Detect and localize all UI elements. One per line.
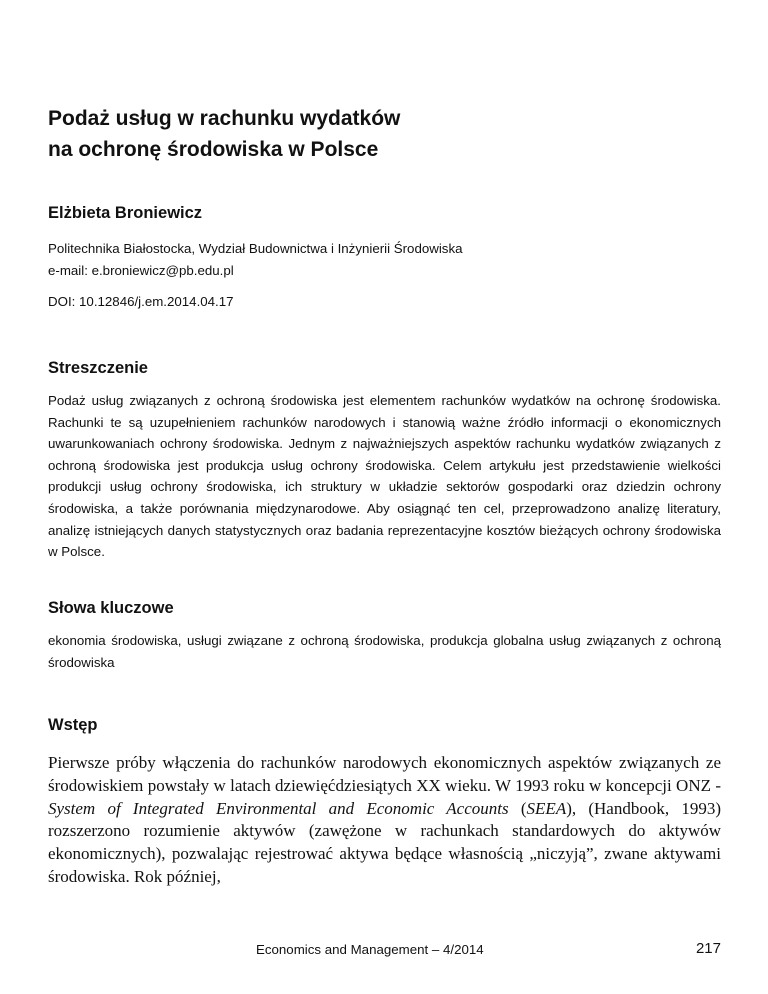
author-name: Elżbieta Broniewicz (48, 204, 203, 222)
intro-paragraph (48, 752, 721, 889)
intro-italic-seea-title: System of Integrated Environmental and Economic Accounts (48, 798, 509, 818)
journal-name: Economics and Management – 4/2014 (256, 942, 484, 957)
abstract-text: Podaż usług związanych z ochroną środowiska jest elementem rachunków wydatków na ochronę środowiska. Rachunki te są uzupełnieniem rachunków narodowych i stanowią ważne źródło informacji o ekonomicznych uwarunkowaniach ochrony środowiska. Jednym z najważniejszych aspektów rachunku wydatków związanych z ochroną środowiska jest produkcja usług ochrony środowiska. Celem artykułu jest przedstawienie wielkości produkcji usług ochrony środowiska, ich struktury w układzie sektorów gospodarki oraz dziedzin ochrony środowiska, a także porównania międzynarodowe. Aby osiągnąć ten cel, przeprowadzono analizę literatury, analizę istniejących danych statystycznych oraz badania reprezentacyjne kosztów bieżących ochrony środowiska w Polsce. (48, 393, 721, 560)
keywords-heading: Słowa kluczowe (48, 599, 174, 617)
author-affiliation-block (48, 238, 462, 282)
keywords-text: ekonomia środowiska, usługi związane z ochroną środowiska, produkcja globalna usług związanych z ochroną środowiska (48, 633, 721, 670)
doi[interactable]: DOI: 10.12846/j.em.2014.04.17 (48, 294, 234, 309)
intro-heading: Wstęp (48, 716, 98, 734)
author-email[interactable]: e-mail: e.broniewicz@pb.edu.pl (48, 263, 234, 278)
affiliation: Politechnika Białostocka, Wydział Budownictwa i Inżynierii Środowiska (48, 241, 463, 256)
intro-text-3: ), (Handbook, 1993) rozszerzono rozumienie aktywów (zawężone w rachunkach standardowych do aktywów ekonomicznych), pozwalając rejestrować aktywa będące własnością „niczyją”, zwane aktywami środowiska. Rok później, (48, 798, 722, 886)
title-line-1: Podaż usług w rachunku wydatków (48, 107, 401, 130)
abstract-heading: Streszczenie (48, 359, 148, 377)
intro-text-1: Pierwsze próby włączenia do rachunków narodowych ekonomicznych aspektów związanych ze środowiskiem powstały w latach dziewięćdziesiątych XX wieku. W 1993 roku w koncepcji ONZ - (48, 753, 721, 795)
article-title (48, 103, 721, 165)
page-footer (48, 940, 721, 960)
intro-italic-seea: SEEA (526, 798, 567, 818)
intro-text-2: ( (508, 798, 527, 818)
page-number: 217 (695, 940, 721, 957)
title-line-2: na ochronę środowiska w Polsce (48, 138, 379, 161)
